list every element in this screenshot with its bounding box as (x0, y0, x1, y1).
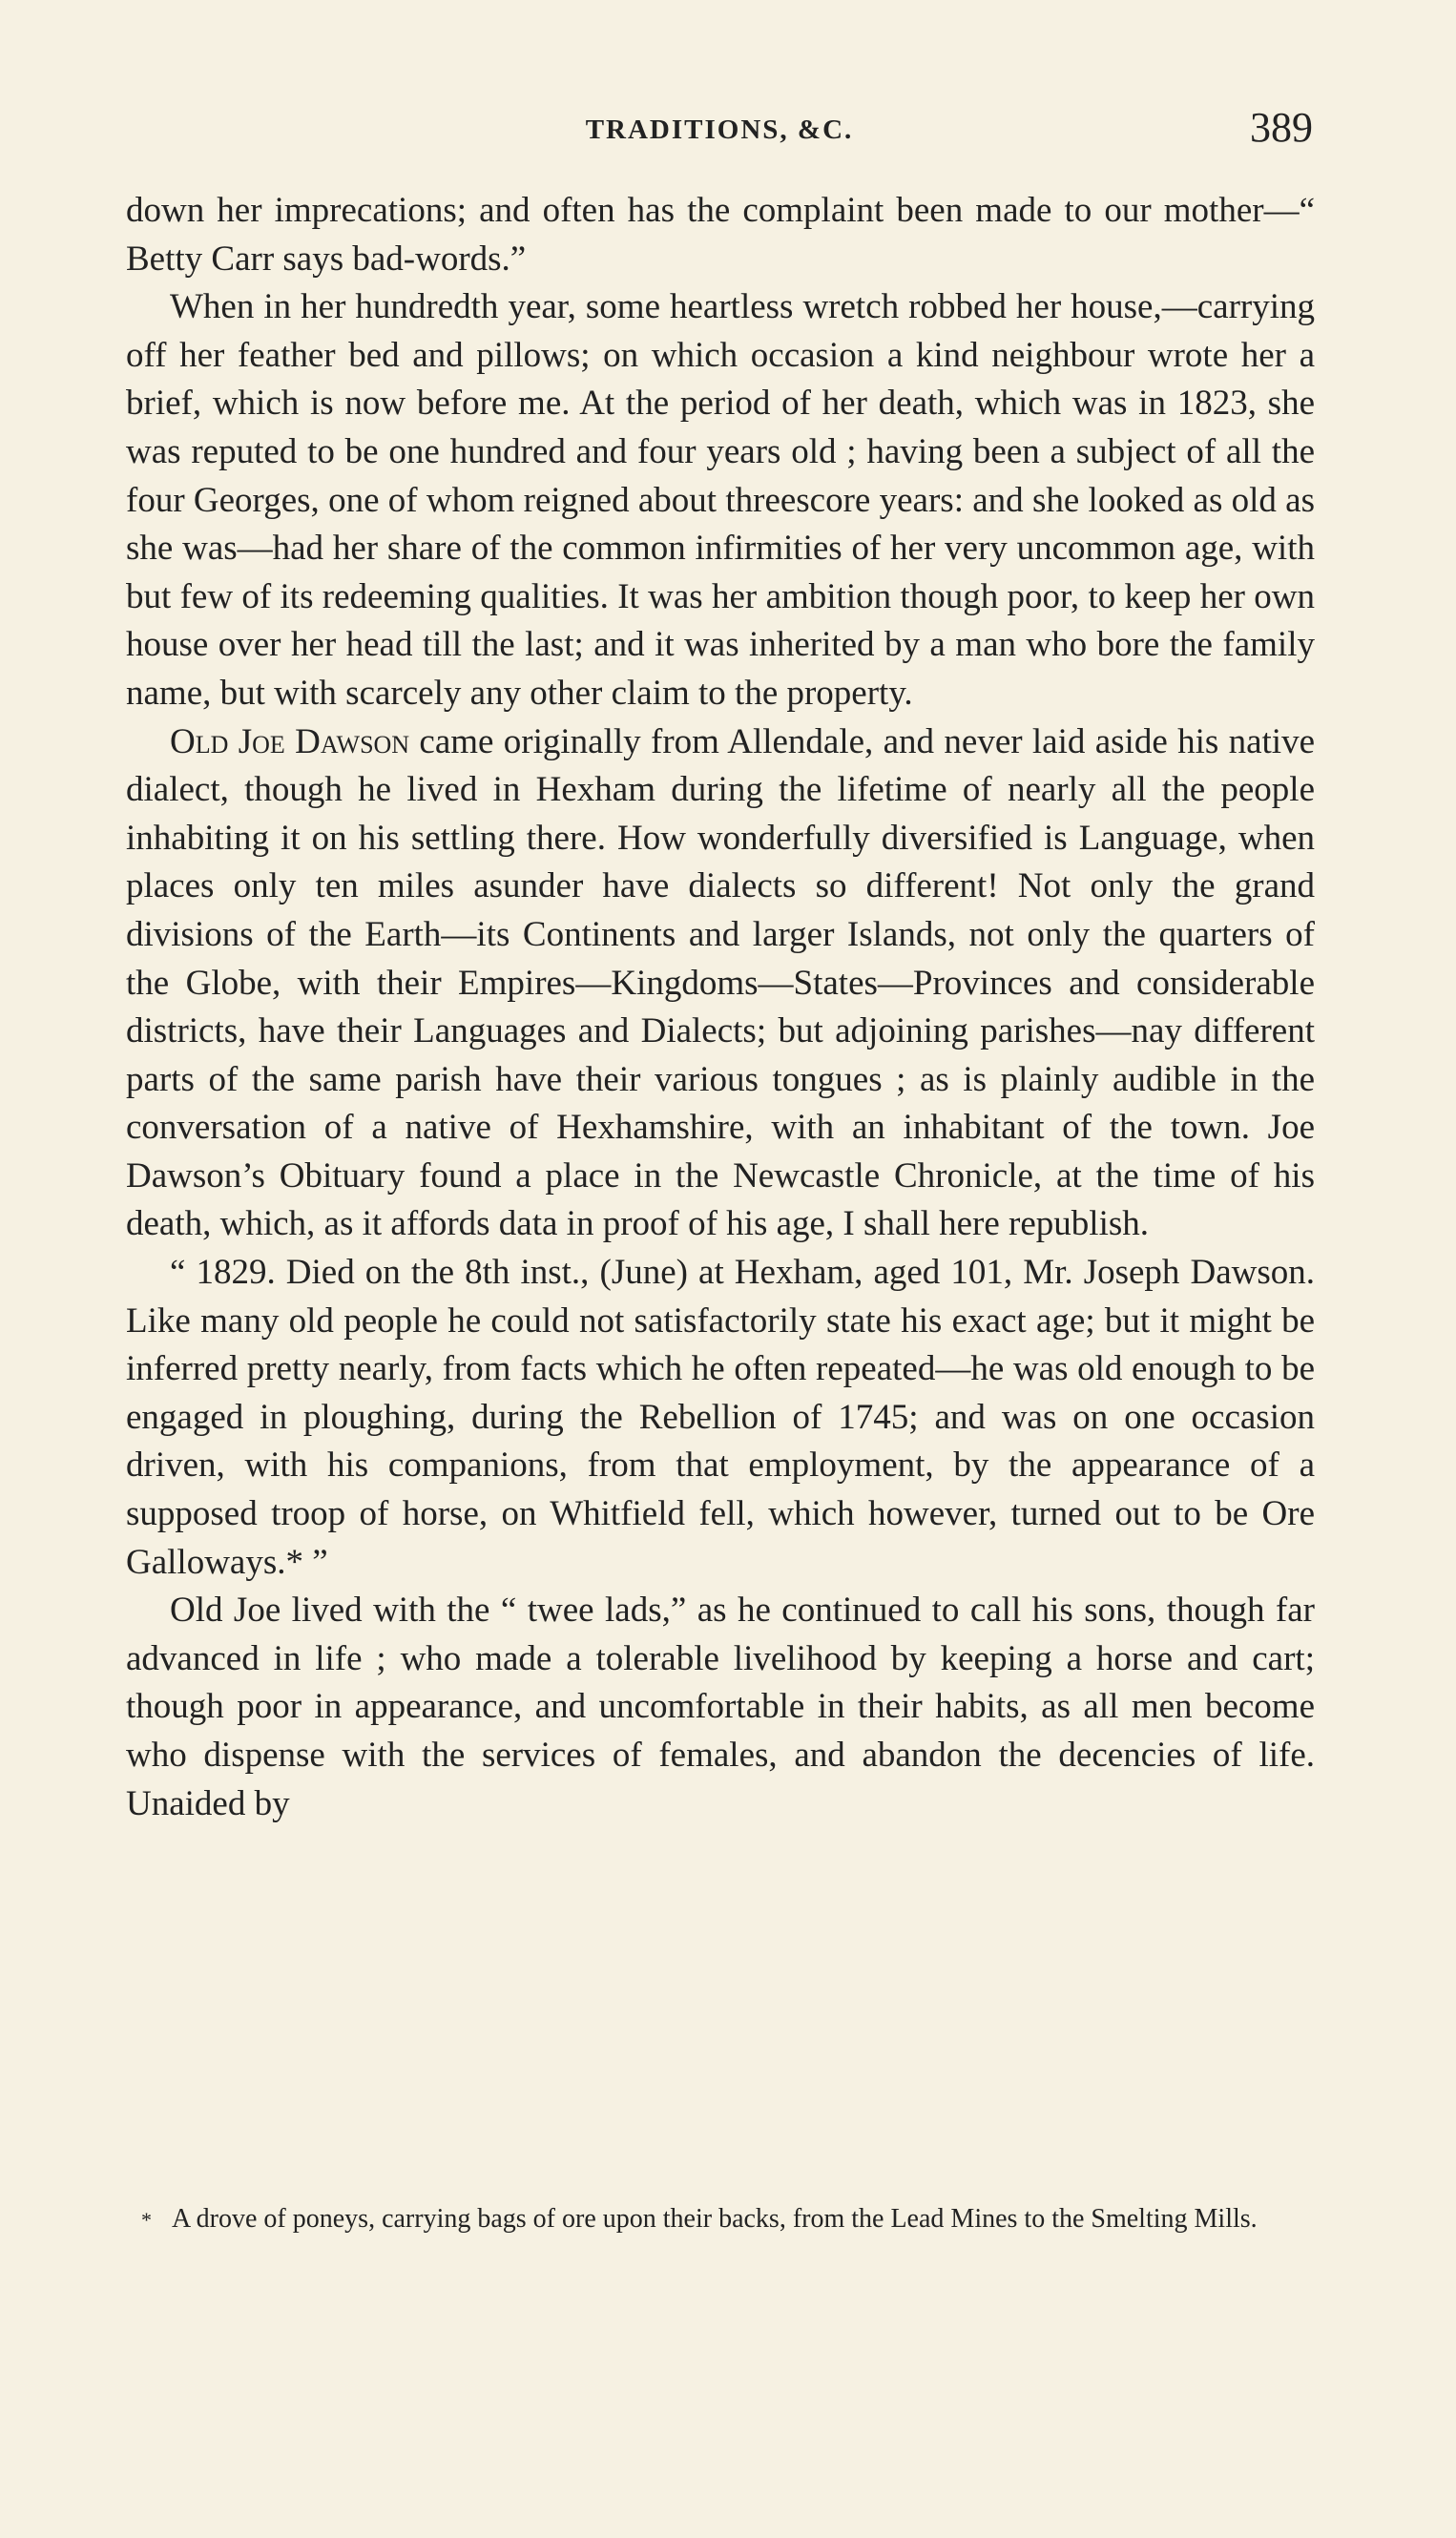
running-title: TRADITIONS, &C. (585, 114, 854, 145)
paragraph-1: down her imprecations; and often has the complaint been made to our mother—“ Betty Carr says bad-words.” (126, 191, 1315, 279)
footnote (141, 2195, 1315, 2245)
paragraph-3-text: came originally from Allendale, and never laid aside his native dialect, though he lived in Hexham during the lifetime of nearly all the people inhabiting it on his settling there. How wonderfully diversified is Language, when places only ten miles asunder have dialects so different! Not only the grand divisions of the Earth—its Continents and larger Islands, not only the quarters of the Globe, with their Empires—Kingdoms—States—Provinces and considerable districts, have their Languages and Dialects; but adjoining parishes—nay different parts of the same parish have their various tongues ; as is plainly audible in the conversation of a native of Hexhamshire, with an inhabitant of the town. Joe Dawson’s Obituary found a place in the Newcastle Chronicle, at the time of his death, which, as it affords data in proof of his age, I shall here republish. (126, 721, 1315, 1244)
page-number: 389 (1250, 104, 1313, 151)
body-text (126, 187, 1315, 1828)
paragraph-5: Old Joe lived with the “ twee lads,” as he continued to call his sons, though far advanced in life ; who made a tolerable livelihood by keeping a horse and cart; though poor in appearance, and uncomfortable in their habits, as all men become who dispense with the services of females, and abandon the decencies of life. Unaided by (126, 1591, 1315, 1823)
paragraph-4-obituary-quote: “ 1829. Died on the 8th inst., (June) at Hexham, aged 101, Mr. Joseph Dawson. Like many old people he could not satisfactorily state his exact age; but it might be inferred pretty nearly, from facts which he often repeated—he was old enough to be engaged in ploughing, during the Rebellion of 1745; and was on one occasion driven, with his companions, from that employment, by the appearance of a supposed troop of horse, on Whitfield fell, which however, turned out to be Ore Galloways.* ” (126, 1253, 1315, 1582)
footnote-text: A drove of poneys, carrying bags of ore upon their backs, from the Lead Mines to the Smelting Mills. (172, 2204, 1258, 2234)
footnote-body (141, 2195, 1315, 2245)
paragraph-3 (126, 718, 1315, 1250)
paragraph-2: When in her hundredth year, some heartless wretch robbed her house,—carrying off her feather bed and pillows; on which occasion a kind neighbour wrote her a brief, which is now before me. At the period of her death, which was in 1823, she was reputed to be one hundred and four years old ; having been a subject of all the four Georges, one of whom reigned about threescore years: and she looked as old as she was—had her share of the common infirmities of her very uncommon age, with but few of its redeeming qualities. It was her ambition though poor, to keep her own house over her head till the last; and it was inherited by a man who bore the family name, but with scarcely any other claim to the property. (126, 287, 1315, 713)
footnote-mark: * (141, 2208, 152, 2232)
running-head (126, 103, 1313, 156)
name-lead: Old Joe Dawson (170, 721, 410, 761)
